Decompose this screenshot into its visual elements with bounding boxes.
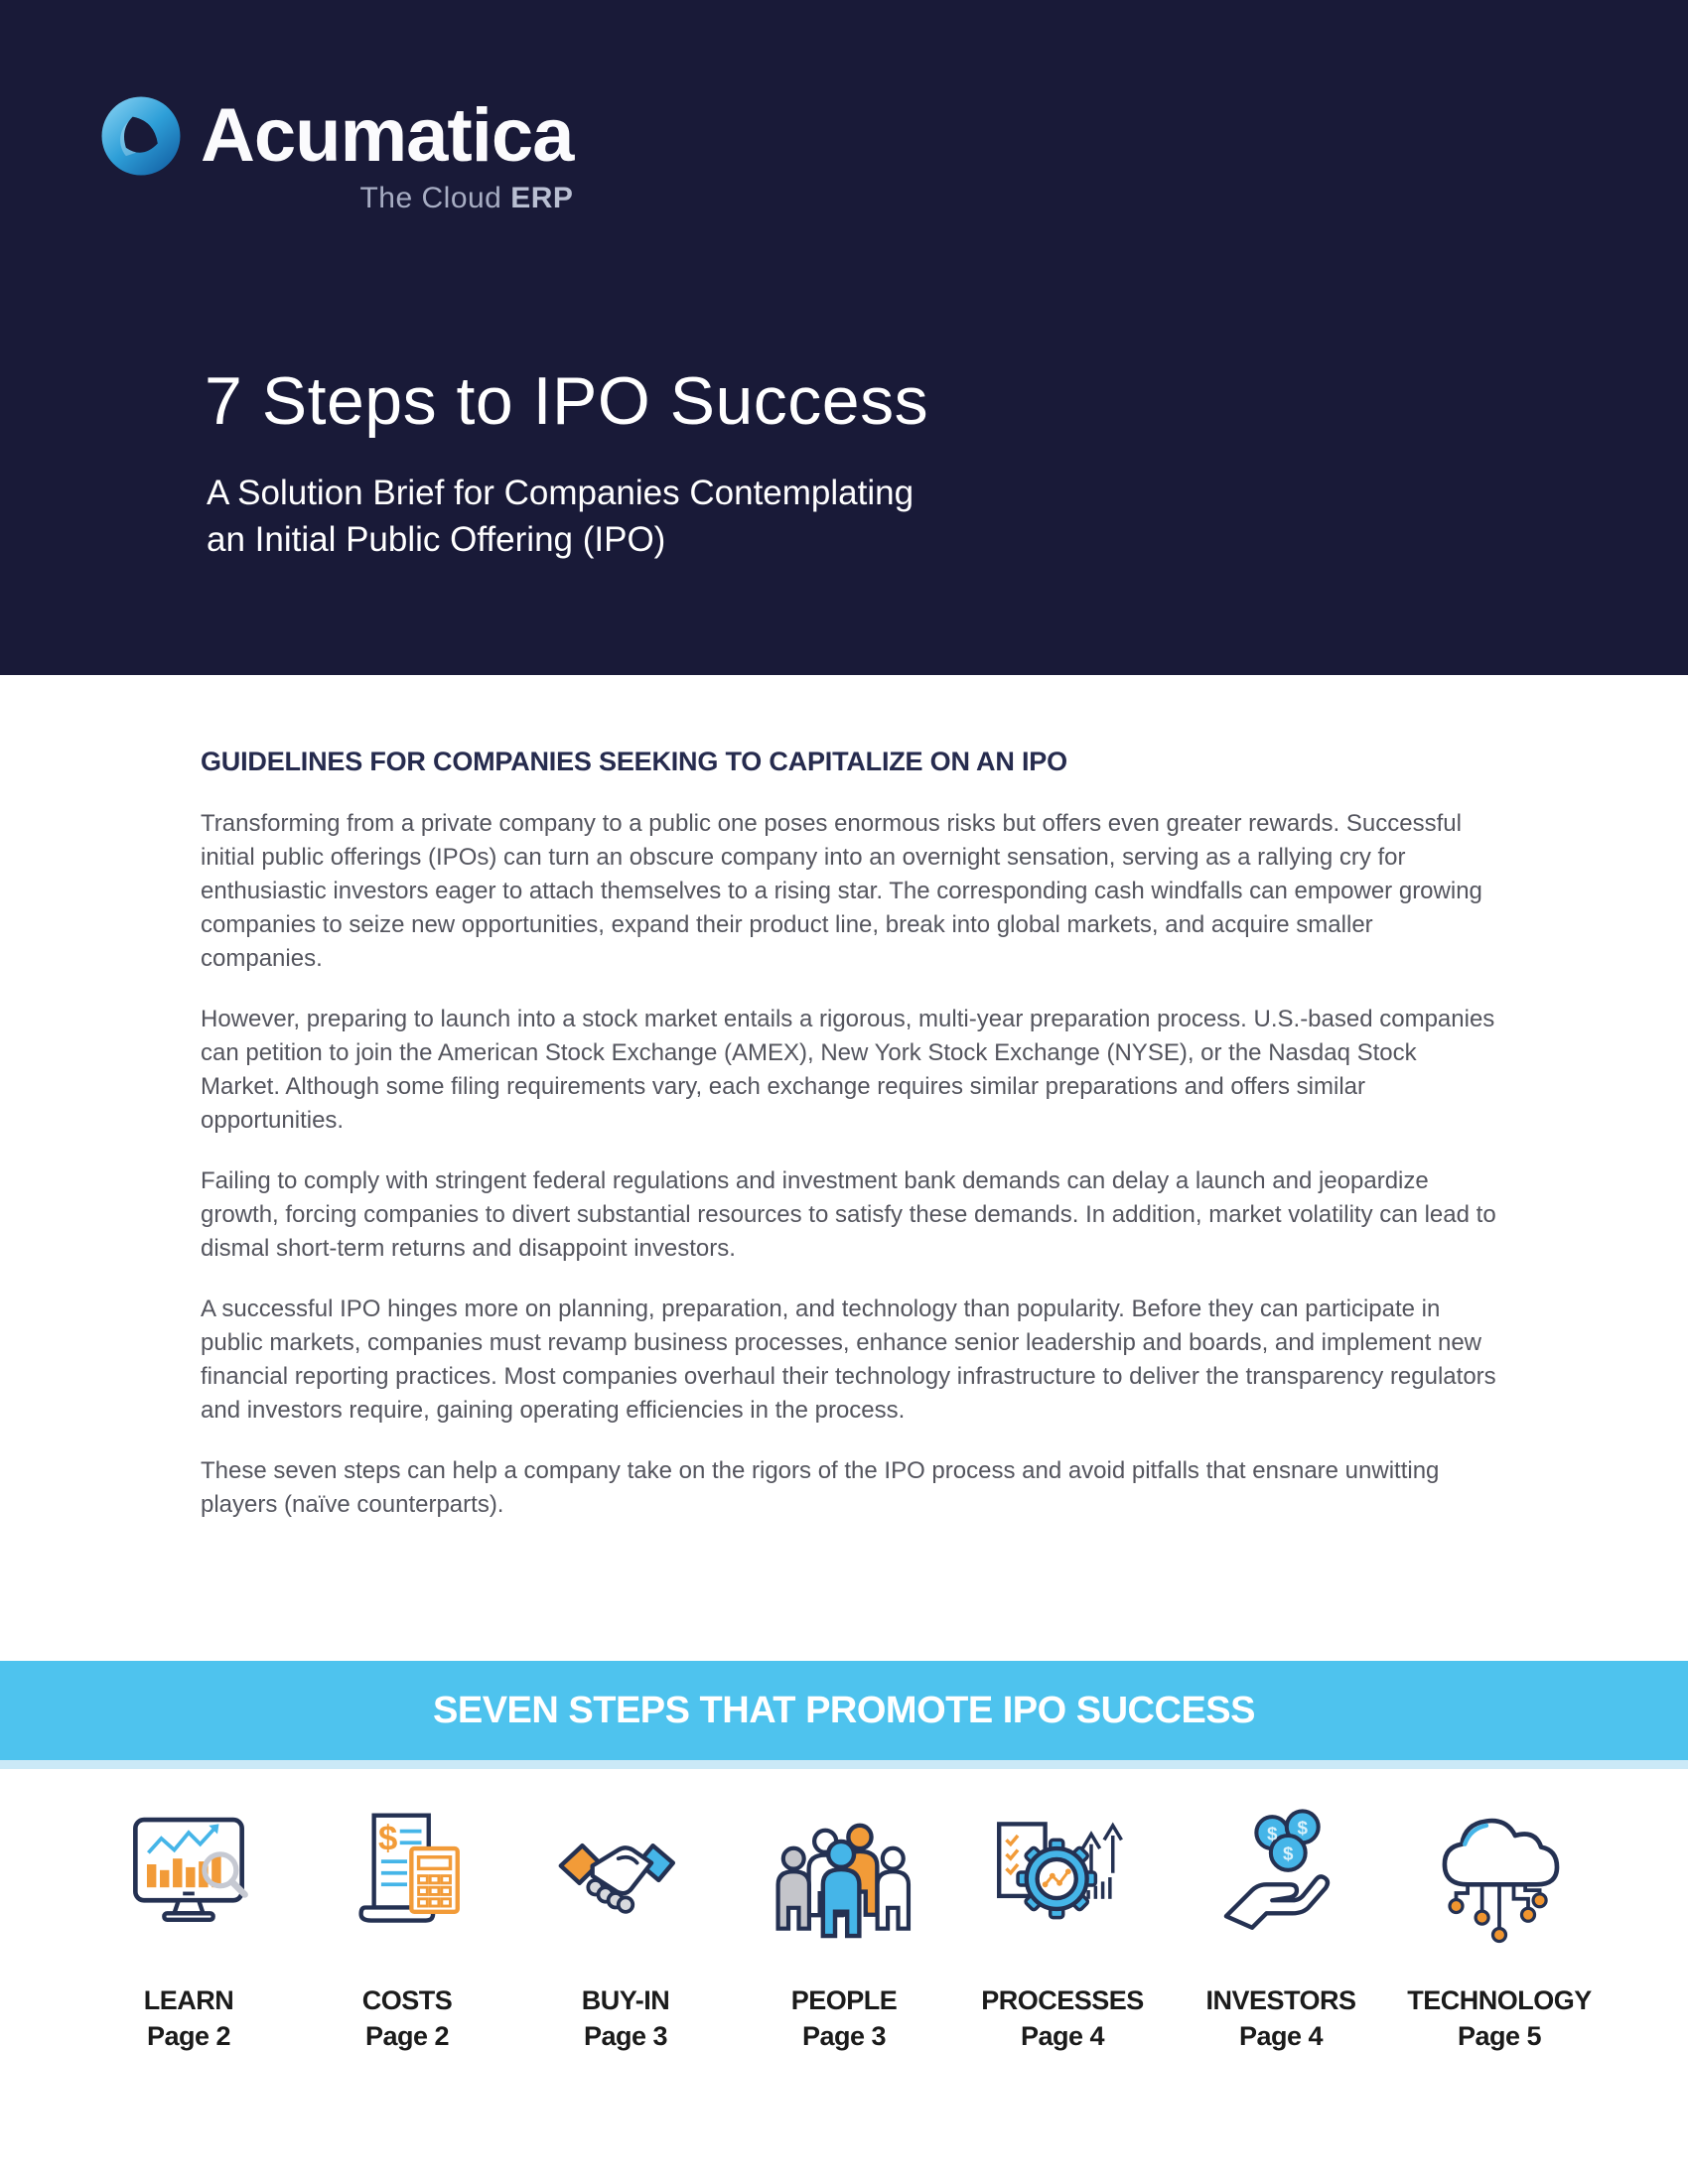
subtitle-line-1: A Solution Brief for Companies Contemplating [207,474,914,512]
document-subtitle [207,470,1688,563]
invoice-calculator-icon [298,1807,516,1951]
step-label: TECHNOLOGY [1407,1985,1592,2015]
tagline-erp: ERP [510,182,574,214]
step-label: PEOPLE [790,1985,898,2015]
body-paragraph: Failing to comply with stringent federal regulations and investment bank demands can delay a launch and jeopardize growth, forcing companies to divert substantial resources to satisfy these demands. In addition, market volatility can lead to dismal short-term returns and disappoint investors. [201,1167,1496,1262]
steps-row [0,1807,1688,2054]
step-item-processes [953,1807,1172,2054]
people-group-icon [735,1807,953,1951]
article-section [0,675,1688,1549]
cloud-network-icon [1390,1807,1609,1951]
step-page: Page 3 [801,2021,887,2051]
step-item-buyin [516,1807,735,2054]
svg-text:$: $ [1297,1817,1308,1839]
svg-text:$: $ [1283,1843,1294,1864]
body-paragraph: These seven steps can help a company take on the rigors of the IPO process and avoid pitfalls that ensnare unwitting players (naïve counterparts). [201,1457,1440,1518]
acumatica-logo [99,94,573,215]
section-heading: GUIDELINES FOR COMPANIES SEEKING TO CAPITALIZE ON AN IPO [201,747,1067,776]
section-banner [0,1661,1688,1769]
step-page: Page 3 [583,2021,668,2051]
step-label: PROCESSES [981,1985,1144,2015]
step-item-technology [1390,1807,1609,2054]
step-page: Page 5 [1457,2021,1542,2051]
banner-title: SEVEN STEPS THAT PROMOTE IPO SUCCESS [433,1689,1255,1731]
step-item-investors [1172,1807,1390,2054]
step-page: Page 2 [364,2021,450,2051]
body-paragraph: A successful IPO hinges more on planning, preparation, and technology than popularity. Before they can participate in public markets, companies must revamp business processes, enhance senior leadership and boards, and implement new financial reporting practices. Most companies overhaul their technology infrastructure to deliver the transparency regulators and investors require, gaining operating efficiencies in the process. [201,1296,1496,1424]
step-page: Page 2 [146,2021,231,2051]
tagline-text: The Cloud [359,182,511,214]
handshake-icon [516,1807,735,1951]
logo-wordmark: Acumatica [201,93,574,178]
gear-chart-icon [953,1807,1172,1951]
step-label: INVESTORS [1205,1985,1356,2015]
hero-section [0,0,1688,675]
subtitle-line-2: an Initial Public Offering (IPO) [207,520,666,559]
step-page: Page 4 [1020,2021,1105,2051]
step-item-people [735,1807,953,2054]
step-item-learn [79,1807,298,2054]
step-label: LEARN [143,1985,234,2015]
step-item-costs [298,1807,516,2054]
body-paragraph: However, preparing to launch into a stock market entails a rigorous, multi-year preparation process. U.S.-based companies can petition to join the American Stock Exchange (AMEX), New York Stock Exchange (NYSE), or the Nasdaq Stock Market. Although some filing requirements vary, each exchange requires similar preparations and offers similar opportunities. [201,1006,1495,1134]
chart-monitor-icon [79,1807,298,1951]
step-label: BUY-IN [581,1985,670,2015]
step-page: Page 4 [1238,2021,1324,2051]
acumatica-logo-mark-icon [99,94,183,178]
svg-text:$: $ [1267,1823,1278,1844]
body-paragraph: Transforming from a private company to a public one poses enormous risks but offers even greater rewards. Successful initial public offerings (IPOs) can turn an obscure company into an overnight sensation, serving as a rallying cry for enthusiastic investors eager to attach themselves to a rising star. The corresponding cash windfalls can empower growing companies to seize new opportunities, expand their product line, break into global markets, and acquire smaller companies. [201,810,1482,972]
svg-text:$: $ [378,1819,398,1858]
hand-coins-icon [1172,1807,1390,1951]
document-title: 7 Steps to IPO Success [205,363,929,439]
logo-tagline [359,182,573,215]
step-label: COSTS [361,1985,453,2015]
